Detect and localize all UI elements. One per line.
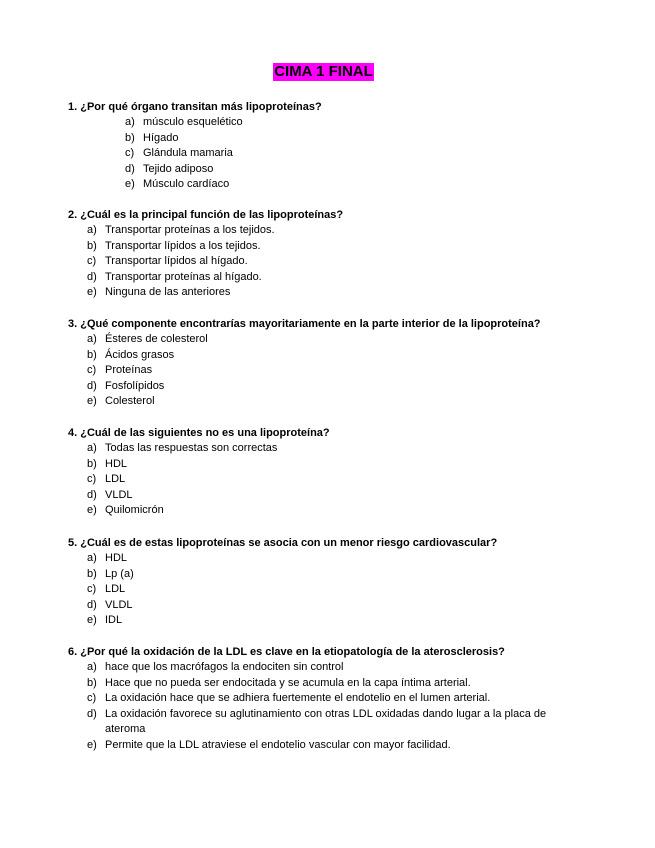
option-text: músculo esquelético — [143, 116, 243, 128]
option-letter: e) — [125, 178, 135, 190]
option-item — [87, 488, 628, 504]
question-label: ¿Cuál es de estas lipoproteínas se asocia con un menor riesgo cardiovascular? — [80, 537, 498, 549]
option-item — [87, 239, 628, 255]
option-text: Permite que la LDL atraviese el endotelio vascular con mayor facilidad. — [105, 738, 451, 751]
option-text: Transportar lípidos al hígado. — [105, 255, 248, 267]
option-letter: a) — [87, 333, 97, 345]
option-item — [87, 707, 587, 738]
option-text: hace que los macrófagos la endociten sin control — [105, 661, 344, 673]
option-letter: b) — [87, 567, 97, 580]
option-text: Tejido adiposo — [143, 162, 214, 175]
option-item — [125, 162, 628, 178]
option-item — [87, 254, 628, 270]
option-letter: d) — [87, 598, 97, 611]
option-letter: b) — [87, 457, 97, 470]
question-3 — [68, 316, 628, 410]
option-letter: b) — [87, 239, 97, 252]
option-text: Transportar lípidos a los tejidos. — [105, 239, 261, 252]
option-letter: b) — [87, 348, 97, 361]
option-letter: d) — [87, 379, 97, 392]
option-letter: c) — [125, 147, 135, 159]
option-text: IDL — [105, 614, 123, 626]
option-text: La oxidación favorece su aglutinamiento con otras LDL oxidadas dando lugar a la placa de ateroma — [105, 707, 547, 735]
option-text: Hígado — [143, 131, 179, 144]
option-item — [87, 348, 628, 364]
option-item — [125, 115, 628, 131]
option-list — [125, 115, 628, 193]
question-4 — [68, 425, 628, 519]
option-text: La oxidación hace que se adhiera fuertemente el endotelio en el lumen arterial. — [105, 692, 491, 704]
question-label: ¿Qué componente encontrarías mayoritariamente en la parte interior de la lipoproteína? — [80, 318, 541, 330]
question-text — [68, 644, 628, 660]
title-wrap — [0, 63, 655, 81]
option-text: Músculo cardíaco — [143, 178, 230, 190]
option-text: Proteínas — [105, 364, 153, 376]
question-number: 1. — [68, 101, 78, 113]
option-item — [87, 598, 628, 614]
question-text — [68, 99, 628, 115]
option-text: Ésteres de colesterol — [105, 333, 208, 345]
option-letter: a) — [125, 116, 135, 128]
question-number: 6. — [68, 646, 78, 658]
option-letter: c) — [87, 364, 97, 376]
option-item — [87, 270, 628, 286]
option-text: Ninguna de las anteriores — [105, 286, 231, 298]
option-text: HDL — [105, 457, 128, 470]
option-text: LDL — [105, 583, 126, 595]
option-letter: e) — [87, 738, 97, 751]
option-list — [87, 223, 628, 301]
option-item — [87, 472, 628, 488]
option-item — [87, 660, 587, 676]
option-text: Fosfolípidos — [105, 379, 165, 392]
question-text — [68, 316, 628, 332]
option-text: HDL — [105, 552, 128, 564]
option-item — [87, 738, 587, 754]
question-2 — [68, 207, 628, 301]
option-text: Transportar proteínas al hígado. — [105, 270, 262, 283]
option-letter: a) — [87, 661, 97, 673]
option-letter: e) — [87, 614, 97, 626]
option-item — [125, 131, 628, 147]
option-item — [125, 146, 628, 162]
question-number: 5. — [68, 537, 78, 549]
option-letter: c) — [87, 692, 97, 704]
option-item — [87, 567, 628, 583]
option-text: LDL — [105, 473, 126, 485]
question-text — [68, 535, 628, 551]
option-text: Transportar proteínas a los tejidos. — [105, 224, 275, 236]
option-list — [87, 551, 628, 629]
option-letter: e) — [87, 395, 97, 407]
option-letter: a) — [87, 552, 97, 564]
question-1 — [68, 99, 628, 193]
document-title: CIMA 1 FINAL — [274, 63, 373, 80]
option-item — [87, 691, 587, 707]
option-item — [87, 363, 628, 379]
option-text: Colesterol — [105, 395, 155, 407]
option-letter: d) — [87, 270, 97, 283]
option-text: Hace que no pueda ser endocitada y se acumula en la capa íntima arterial. — [105, 676, 471, 689]
option-item — [87, 503, 628, 519]
option-list — [87, 332, 628, 410]
option-text: VLDL — [105, 488, 133, 501]
option-letter: d) — [87, 707, 97, 720]
question-label: ¿Por qué órgano transitan más lipoproteínas? — [80, 101, 322, 113]
option-item — [87, 457, 628, 473]
option-item — [87, 285, 628, 301]
option-letter: c) — [87, 473, 97, 485]
option-text: Quilomicrón — [105, 504, 164, 516]
option-letter: d) — [87, 488, 97, 501]
option-letter: a) — [87, 442, 97, 454]
option-letter: b) — [87, 676, 97, 689]
option-letter: e) — [87, 286, 97, 298]
option-letter: a) — [87, 224, 97, 236]
question-label: ¿Cuál de las siguientes no es una lipoproteína? — [80, 427, 330, 439]
option-item — [87, 551, 628, 567]
question-number: 2. — [68, 209, 78, 221]
question-6 — [68, 644, 628, 753]
option-letter: c) — [87, 583, 97, 595]
option-text: Todas las respuestas son correctas — [105, 442, 278, 454]
option-item — [87, 441, 628, 457]
question-text — [68, 207, 628, 223]
question-label: ¿Por qué la oxidación de la LDL es clave en la etiopatología de la aterosclerosis? — [80, 646, 505, 658]
option-item — [87, 394, 628, 410]
option-item — [125, 177, 628, 193]
question-number: 4. — [68, 427, 78, 439]
question-text — [68, 425, 628, 441]
question-5 — [68, 535, 628, 629]
option-item — [87, 223, 628, 239]
option-letter: c) — [87, 255, 97, 267]
question-number: 3. — [68, 318, 78, 330]
option-item — [87, 613, 628, 629]
option-item — [87, 676, 587, 692]
option-letter: b) — [125, 131, 135, 144]
option-list — [87, 660, 587, 753]
question-label: ¿Cuál es la principal función de las lipoproteínas? — [80, 209, 344, 221]
option-text: VLDL — [105, 598, 133, 611]
option-text: Lp (a) — [105, 567, 134, 580]
option-text: Glándula mamaria — [143, 147, 233, 159]
option-item — [87, 379, 628, 395]
option-list — [87, 441, 628, 519]
option-letter: e) — [87, 504, 97, 516]
option-item — [87, 582, 628, 598]
option-text: Ácidos grasos — [105, 348, 175, 361]
option-letter: d) — [125, 162, 135, 175]
option-item — [87, 332, 628, 348]
